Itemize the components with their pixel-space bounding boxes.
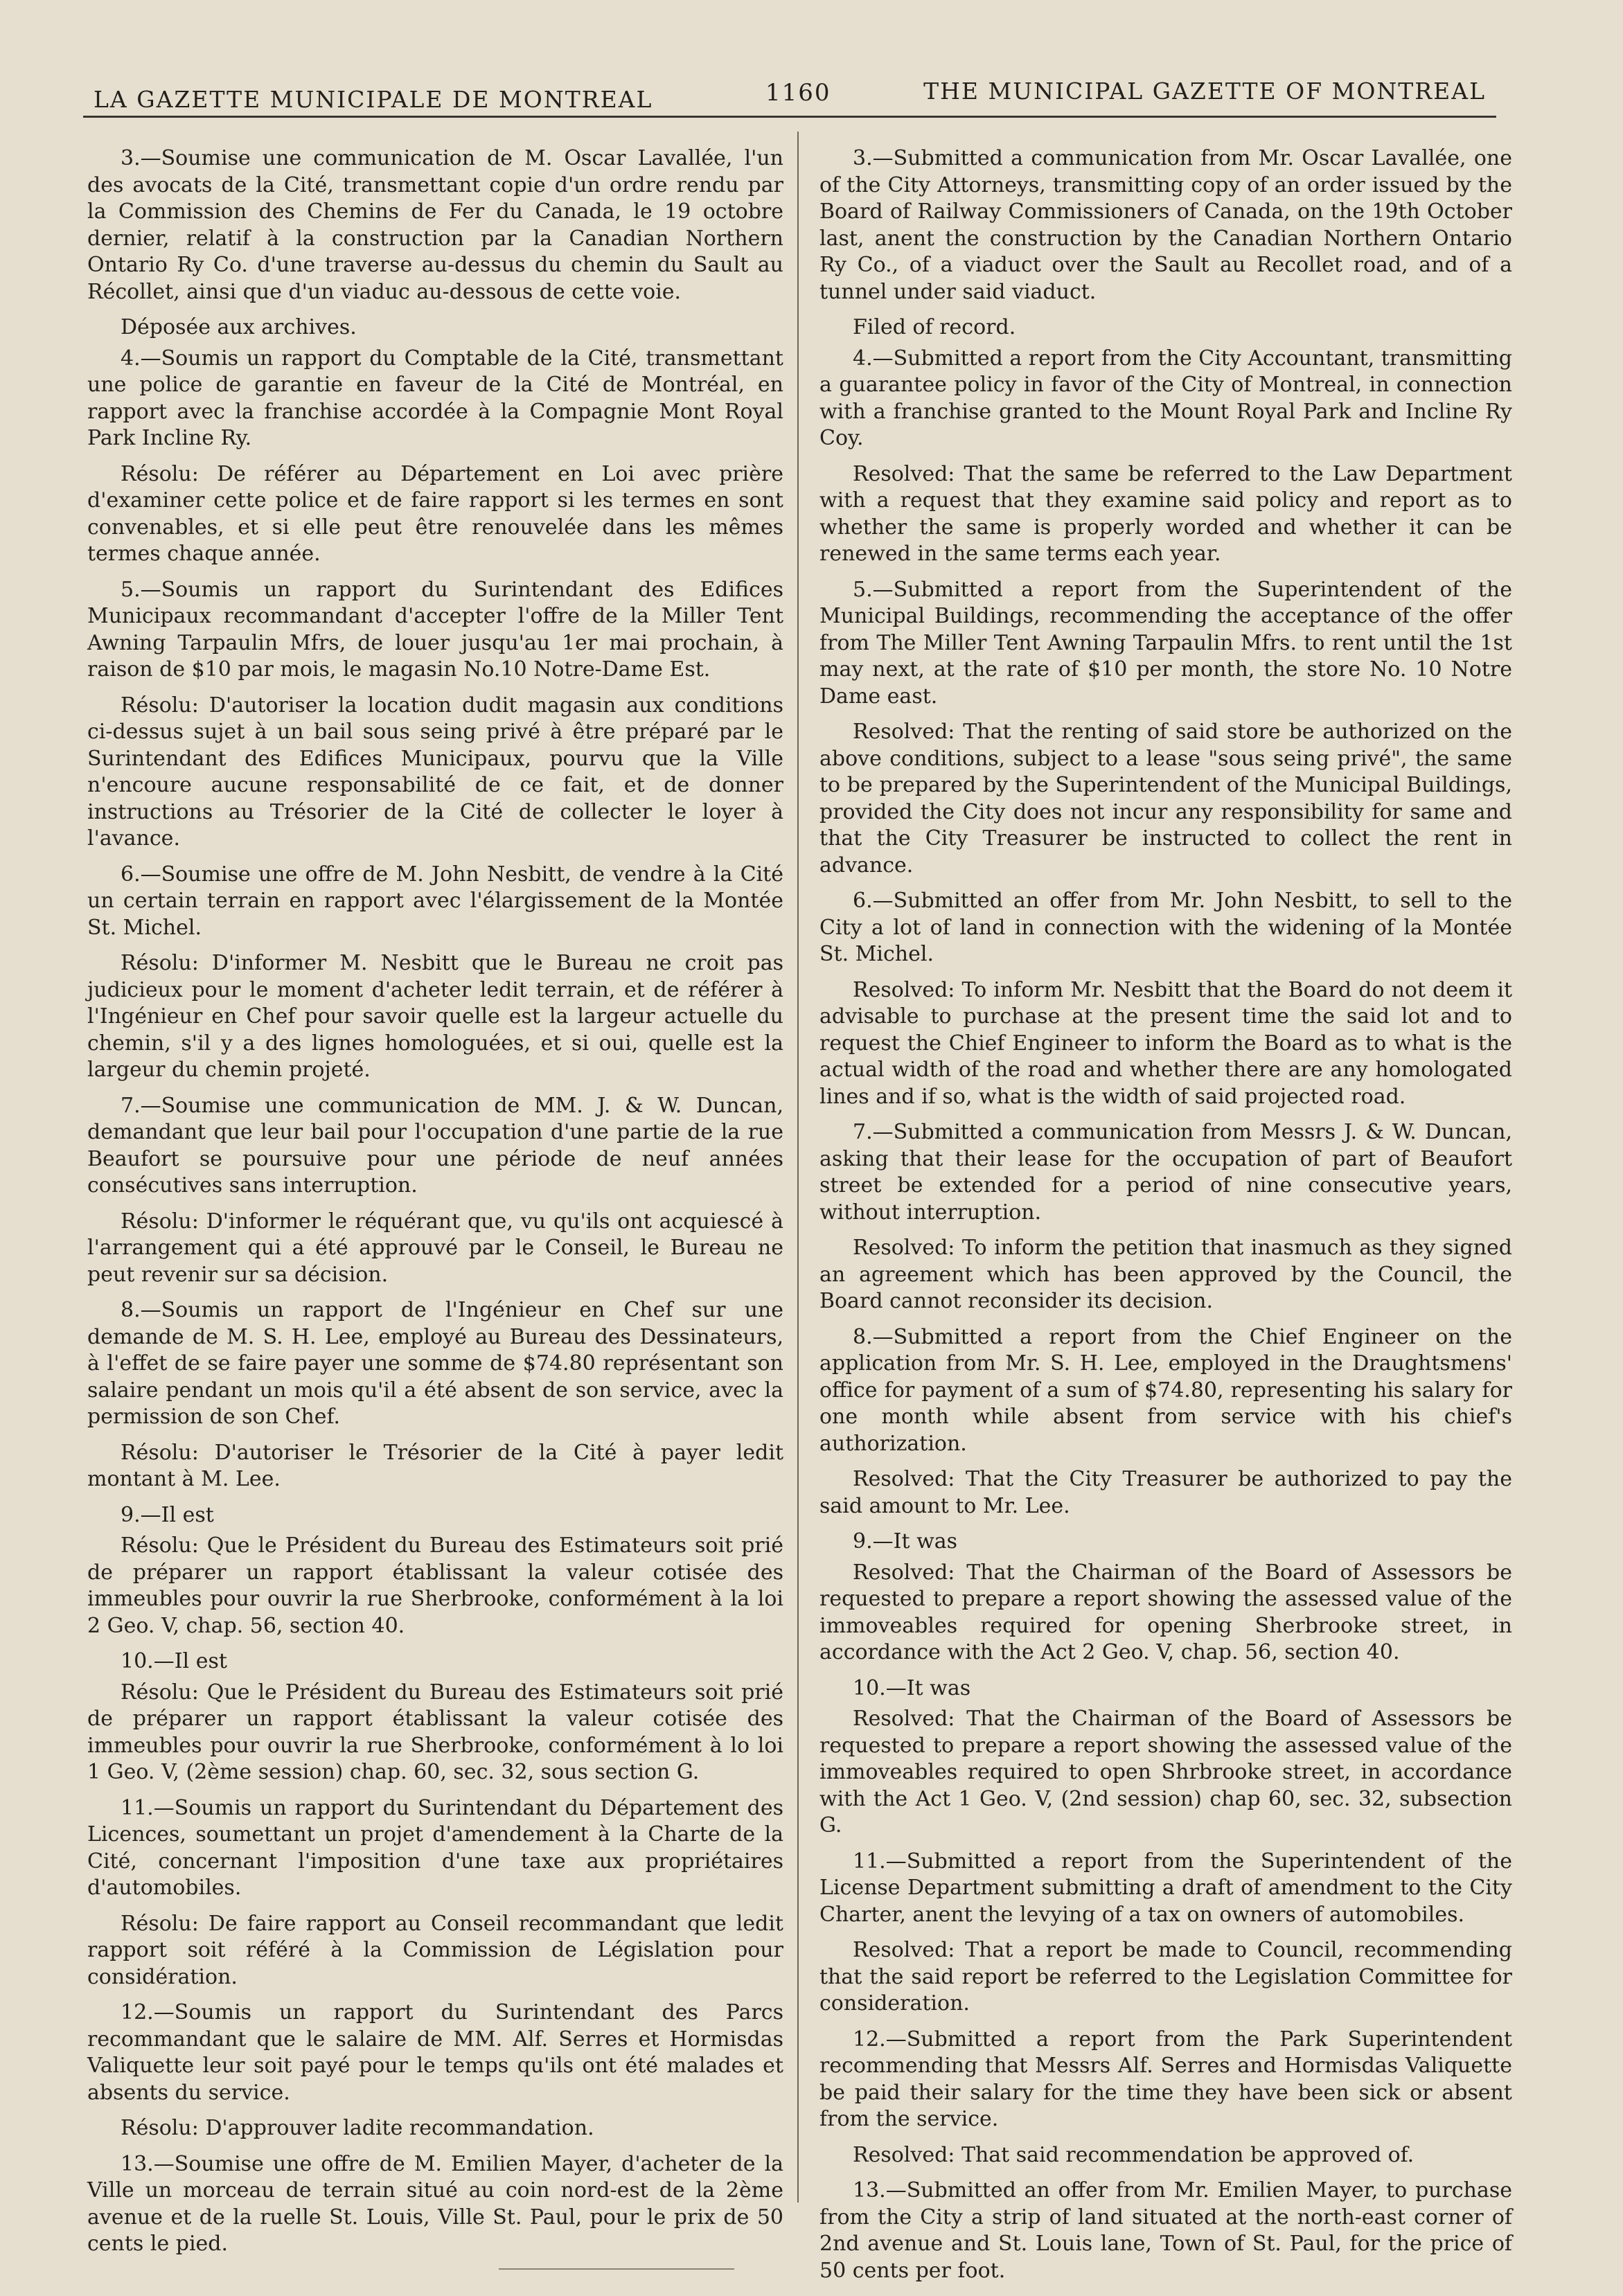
paragraph: 7.—Submitted a communication from Messrs J. & W. Duncan, asking that their lease for the occupation of part of Beaufort street be extended for a period of nine consecutive years, without interruption. [819,1120,1512,1225]
paragraph: Résolu: De référer au Département en Loi avec prière d'examiner cette police et de faire rapport si les termes en sont convenables, et si elle peut être renouvelée dans les mêmes termes chaque année. [87,461,783,566]
paragraph: 7.—Soumise une communication de MM. J. & W. Duncan, demandant que leur bail pour l'occupation d'une partie de la rue Beaufort se poursuive pour une période de neuf années consécutives sans interruption. [87,1093,783,1198]
paragraph: 6.—Soumise une offre de M. John Nesbitt, de vendre à la Cité un certain terrain en rapport avec l'élargissement de la Montée St. Michel. [87,862,783,940]
paragraph: 8.—Submitted a report from the Chief Engineer on the application from Mr. S. H. Lee, employed in the Draughtsmens' office for payment of a sum of $74.80, representing his salary for one month while absent from service with his chief's authorization. [819,1324,1512,1456]
paragraph: 8.—Soumis un rapport de l'Ingénieur en Chef sur une demande de M. S. H. Lee, employé au Bureau des Dessinateurs, à l'effet de se faire payer une somme de $74.80 représentant son salaire pendant un mois qu'il a été absent de son service, avec la permission de son Chef. [87,1298,783,1429]
paragraph: 12.—Soumis un rapport du Surintendant des Parcs recommandant que le salaire de MM. Alf. Serres et Hormisdas Valiquette leur soit payé pour le temps qu'ils ont été malades et absents du service. [87,2000,783,2105]
paragraph: 3.—Soumise une communication de M. Oscar Lavallée, l'un des avocats de la Cité, transmettant copie d'un ordre rendu par la Commission des Chemins de Fer du Canada, le 19 octobre dernier, relatif à la construction par la Canadian Northern Ontario Ry Co. d'une traverse au-dessus du chemin du Sault au Récollet, ainsi que d'un viaduc au-dessous de cette voie. [87,146,783,304]
paragraph: Resolved: That the renting of said store be authorized on the above conditions, subject to a lease "sous seing privé", the same to be prepared by the Superintendent of the Municipal Buildings, provided the City does not incur any responsibility for same and that the City Treasurer be instructed to collect the rent in advance. [819,720,1512,878]
paragraph: 5.—Soumis un rapport du Surintendant des Edifices Municipaux recommandant d'accepter l'offre de la Miller Tent Awning Tarpaulin Mfrs, de louer jusqu'au 1er mai prochain, à raison de $10 par mois, le magasin No.10 Notre-Dame Est. [87,577,783,682]
paragraph: 4.—Submitted a report from the City Accountant, transmitting a guarantee policy in favor of the City of Montreal, in connection with a franchise granted to the Mount Royal Park and Incline Ry Coy. [819,346,1512,450]
paragraph: Résolu: D'autoriser la location dudit magasin aux conditions ci-dessus sujet à un bail sous seing privé à être préparé par le Surintendant des Edifices Municipaux, pourvu que la Ville n'encoure aucune responsabilité de ce fait, et de donner instructions au Trésorier de la Cité de collecter le loyer à l'avance. [87,693,783,851]
paragraph: 11.—Submitted a report from the Superintendent of the License Department submitting a draft of amendment to the City Charter, anent the levying of a tax on owners of automobiles. [819,1849,1512,1927]
paragraph: Resolved: To inform Mr. Nesbitt that the Board do not deem it advisable to purchase at the present time the said lot and to request the Chief Engineer to inform the Board as to what is the actual width of the road and whether there are any homologated lines and if so, what is the width of said projected road. [819,977,1512,1109]
paragraph: 13.—Submitted an offer from Mr. Emilien Mayer, to purchase from the City a strip of land situated at the north-east corner of 2nd avenue and St. Louis lane, Town of St. Paul, for the price of 50 cents per foot. [819,2178,1512,2283]
column-divider [797,132,799,2202]
paragraph: Déposée aux archives. [121,315,357,339]
paragraph: Resolved: To inform the petition that inasmuch as they signed an agreement which has been approved by the Council, the Board cannot reconsider its decision. [819,1236,1512,1313]
paragraph: 9.—Il est [121,1502,214,1527]
footer-ornament [499,2268,734,2270]
paragraph: Resolved: That the same be referred to the Law Department with a request that they examine said policy and report as to whether the same is properly worded and whether it can be renewed in the same terms each year. [819,461,1512,566]
paragraph: Résolu: D'informer le réquérant que, vu qu'ils ont acquiescé à l'arrangement qui a été approuvé par le Conseil, le Bureau ne peut revenir sur sa décision. [87,1209,783,1287]
paragraph: 11.—Soumis un rapport du Surintendant du Département des Licences, soumettant un projet d'amendement à la Charte de la Cité, concernant l'imposition d'une taxe aux propriétaires d'automobiles. [87,1795,783,1900]
paragraph: 12.—Submitted a report from the Park Superintendent recommending that Messrs Alf. Serres and Hormisdas Valiquette be paid their salary for the time they have been sick or absent from the service. [819,2027,1512,2131]
paragraph: Resolved: That a report be made to Council, recommending that the said report be referred to the Legislation Committee for consideration. [819,1938,1512,2015]
paragraph: 10.—Il est [121,1649,227,1673]
header-title-english: THE MUNICIPAL GAZETTE OF MONTREAL [923,78,1486,105]
page-header [94,78,1486,119]
paragraph: Résolu: De faire rapport au Conseil recommandant que ledit rapport soit référé à la Commission de Législation pour considération. [87,1911,783,1989]
paragraph: 3.—Submitted a communication from Mr. Oscar Lavallée, one of the City Attorneys, transmitting copy of an order issued by the Board of Railway Commissioners of Canada, on the 19th October last, anent the construction by the Canadian Northern Ontario Ry Co., of a viaduct over the Sault au Recollet road, and of a tunnel under said viaduct. [819,146,1512,304]
paragraph: 13.—Soumise une offre de M. Emilien Mayer, d'acheter de la Ville un morceau de terrain situé au coin nord-est de la 2ème avenue et de la ruelle St. Louis, Ville St. Paul, pour le prix de 50 cents le pied. [87,2151,783,2256]
paragraph: Resolved: That the Chairman of the Board of Assessors be requested to prepare a report showing the assessed value of the immoveables required for opening Sherbrooke street, in accordance with the Act 2 Geo. V, chap. 56, section 40. [819,1560,1512,1664]
paragraph: Résolu: D'autoriser le Trésorier de la Cité à payer ledit montant à M. Lee. [87,1440,783,1491]
paragraph: Resolved: That the Chairman of the Board of Assessors be requested to prepare a report showing the assessed value of the immoveables required to open Shrbrooke street, in accordance with the Act 1 Geo. V, (2nd session) chap 60, sec. 32, subsection G. [819,1707,1512,1837]
french-column [87,145,783,2267]
paragraph: 9.—It was [853,1529,958,1554]
paragraph: 6.—Submitted an offer from Mr. John Nesbitt, to sell to the City a lot of land in connection with the widening of la Montée St. Michel. [819,889,1512,966]
paragraph: Filed of record. [853,315,1016,339]
paragraph: 4.—Soumis un rapport du Comptable de la Cité, transmettant une police de garantie en faveur de la Cité de Montréal, en rapport avec la franchise accordée à la Compagnie Mont Royal Park Incline Ry. [87,346,783,450]
header-rule [83,116,1496,118]
page-number: 1160 [765,79,831,107]
english-column [819,145,1512,2293]
paragraph: Résolu: D'approuver ladite recommandation. [121,2116,594,2140]
paragraph: Résolu: Que le Président du Bureau des Estimateurs soit prié de préparer un rapport établissant la valeur cotisée des immeubles pour ouvrir la rue Sherbrooke, conformément à lo loi 1 Geo. V, (2ème session) chap. 60, sec. 32, sous section G. [87,1680,783,1784]
paragraph: Resolved: That said recommendation be approved of. [853,2142,1414,2167]
header-title-french: LA GAZETTE MUNICIPALE DE MONTREAL [94,86,653,113]
paragraph: Résolu: D'informer M. Nesbitt que le Bureau ne croit pas judicieux pour le moment d'acheter ledit terrain, et de référer à l'Ingénieur en Chef pour savoir quelle est la largeur actuelle du chemin, s'il y a des lignes homologuées, et si oui, quelle est la largeur du chemin projeté. [87,951,783,1082]
paragraph: Resolved: That the City Treasurer be authorized to pay the said amount to Mr. Lee. [819,1467,1512,1518]
paragraph: Résolu: Que le Président du Bureau des Estimateurs soit prié de préparer un rapport établissant la valeur cotisée des immeubles pour ouvrir la rue Sherbrooke, conformément à la loi 2 Geo. V, chap. 56, section 40. [87,1533,783,1638]
paragraph: 10.—It was [853,1675,971,1700]
paragraph: 5.—Submitted a report from the Superintendent of the Municipal Buildings, recommending the acceptance of the offer from The Miller Tent Awning Tarpaulin Mfrs. to rent until the 1st may next, at the rate of $10 per month, the store No. 10 Notre Dame east. [819,577,1512,709]
